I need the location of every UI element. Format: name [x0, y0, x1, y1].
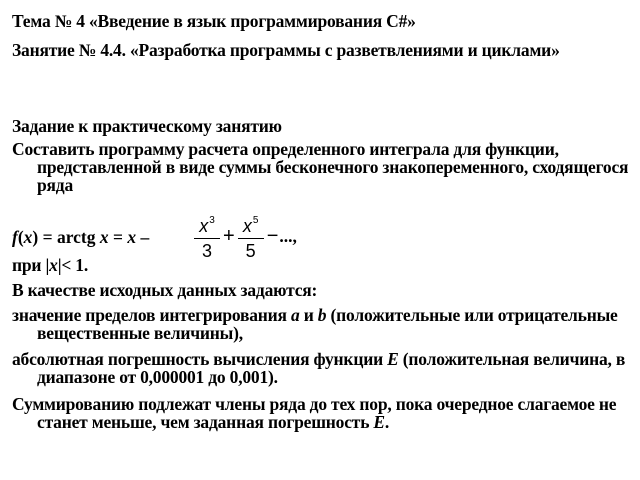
formula-minus: – — [136, 227, 150, 247]
ellipsis: ..., — [279, 226, 297, 246]
condition-suffix: |< 1. — [57, 255, 89, 275]
task-description-text: Составить программу расчета определенного интеграла для функции, представленной в виде суммы бесконечного знакопеременного, сходящегося ряда — [12, 139, 629, 195]
term1-exponent: 3 — [209, 215, 215, 226]
fraction-bar — [238, 238, 264, 239]
item1-text-before: значение пределов интегрирования — [12, 305, 291, 325]
item1-and: и — [299, 305, 318, 325]
term2-exponent: 5 — [252, 215, 259, 226]
lesson-title-text: Занятие № 4.4. «Разработка программы с разветвлениями и циклами» — [12, 40, 560, 60]
term2-denominator: 5 — [245, 241, 256, 261]
formula-x: x — [23, 227, 33, 247]
series-formula-lhs — [12, 228, 149, 250]
formula-arctg: ) = arctg — [32, 227, 100, 247]
condition-var: x — [49, 255, 58, 275]
minus-sign: − — [266, 225, 279, 247]
summation-text-before: Суммированию подлежат члены ряда до тех пор, пока очередное слагаемое не станет меньше, чем заданная погрешность — [12, 394, 617, 432]
fraction-x3-over-3 — [194, 210, 220, 262]
var-a: a — [291, 305, 300, 325]
inputs-heading — [12, 281, 640, 299]
formula-x2: x — [99, 227, 109, 247]
term1-denominator: 3 — [201, 241, 212, 261]
formula-eq: = — [108, 227, 128, 247]
fraction-x5-over-5 — [238, 210, 264, 262]
plus-sign: + — [223, 225, 235, 247]
term1-numerator: x — [199, 216, 209, 236]
formula-f: f — [12, 227, 18, 247]
convergence-condition — [12, 256, 640, 274]
var-e: E — [387, 349, 399, 369]
var-e: E — [373, 412, 385, 432]
inputs-heading-text: В качестве исходных данных задаются: — [12, 280, 318, 300]
formula-x3: x — [127, 227, 137, 247]
term2-numerator: x — [242, 216, 252, 236]
task-description — [12, 140, 640, 194]
item2-text-before: абсолютная погрешность вычисления функции — [12, 349, 388, 369]
item1-text-after: (положительные или отрицательные вещественные величины), — [37, 305, 618, 343]
formula-open-paren: ( — [17, 227, 24, 247]
lesson-title — [12, 41, 640, 59]
topic-title — [12, 12, 640, 30]
input-item-precision — [12, 350, 640, 386]
input-item-limits — [12, 306, 640, 342]
summation-text-after: . — [384, 412, 390, 432]
task-heading-text: Задание к практическому занятию — [12, 116, 282, 136]
summation-rule — [12, 395, 640, 431]
topic-title-text: Тема № 4 «Введение в язык программирования C#» — [12, 11, 416, 31]
condition-prefix: при | — [12, 255, 50, 275]
fraction-bar — [194, 238, 220, 239]
item2-text-after: (положительная величина, в диапазоне от 0,000001 до 0,001). — [37, 349, 626, 387]
var-b: b — [317, 305, 327, 325]
task-heading — [12, 117, 640, 135]
